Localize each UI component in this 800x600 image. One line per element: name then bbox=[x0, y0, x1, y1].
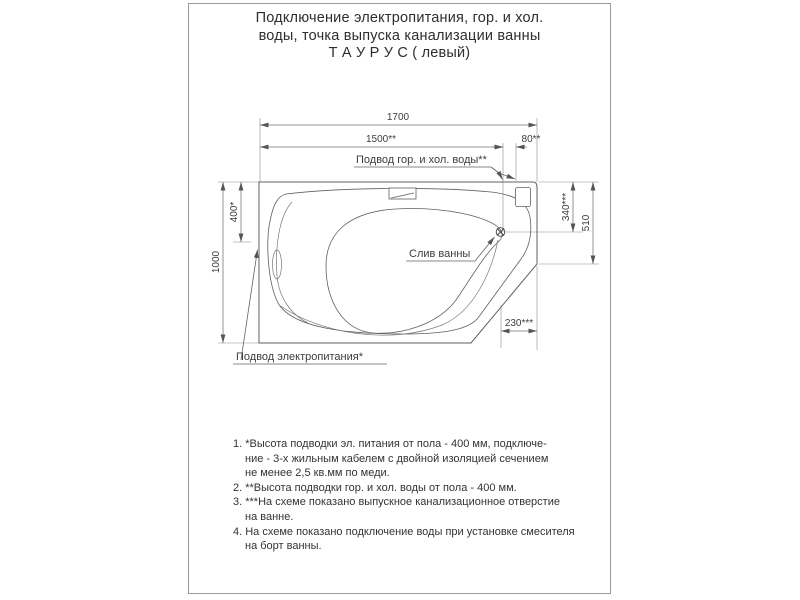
dim-1700-label: 1700 bbox=[386, 112, 410, 123]
tub-rim-contour bbox=[268, 188, 534, 334]
title-line-2: воды, точка выпуска канализации ванны bbox=[258, 27, 541, 44]
note-line: ние - 3-х жильным кабелем с двойной изоляцией сечением bbox=[245, 452, 549, 465]
power-leader bbox=[241, 250, 258, 361]
bathtub-plan bbox=[259, 182, 537, 343]
notes-block bbox=[233, 437, 575, 554]
note-line: 3. ***На схеме показано выпускное канализационное отверстие bbox=[233, 496, 560, 509]
dim-230-label: 230*** bbox=[504, 318, 534, 329]
note-line: на борт ванны. bbox=[245, 540, 322, 553]
drain-label: Слив ванны bbox=[409, 248, 471, 260]
dim-510-label: 510 bbox=[581, 214, 592, 232]
corner-fitting-detail bbox=[516, 188, 531, 207]
note-line: на ванне. bbox=[245, 510, 294, 523]
note-line: не менее 2,5 кв.мм по меди. bbox=[245, 467, 390, 480]
water-supply-label: Подвод гор. и хол. воды** bbox=[356, 154, 487, 166]
water-leader bbox=[491, 167, 499, 173]
dim-340-label: 340*** bbox=[561, 192, 572, 222]
leader-lines bbox=[233, 167, 515, 364]
note-line: 1. *Высота подводки эл. питания от пола - 400 мм, подключе- bbox=[233, 438, 547, 450]
note-line: 4. На схеме показано подключение воды при установке смесителя bbox=[233, 525, 575, 538]
dim-400-label: 400* bbox=[229, 201, 240, 223]
dim-80-label: 80** bbox=[521, 134, 541, 145]
drain-symbol bbox=[496, 228, 505, 237]
headrest-detail bbox=[389, 188, 416, 199]
tub-bowl bbox=[326, 208, 502, 333]
note-line: 2. **Высота подводки гор. и хол. воды от пола - 400 мм. bbox=[233, 481, 517, 494]
dim-1000-label: 1000 bbox=[211, 250, 222, 274]
power-supply-label: Подвод электропитания* bbox=[236, 351, 363, 363]
drawing-sheet bbox=[188, 3, 611, 594]
title-line-1: Подключение электропитания, гор. и хол. bbox=[255, 10, 544, 26]
extension-lines bbox=[218, 118, 599, 350]
title-line-3: Т А У Р У С ( левый) bbox=[328, 45, 471, 61]
dim-1500-label: 1500** bbox=[365, 134, 397, 145]
